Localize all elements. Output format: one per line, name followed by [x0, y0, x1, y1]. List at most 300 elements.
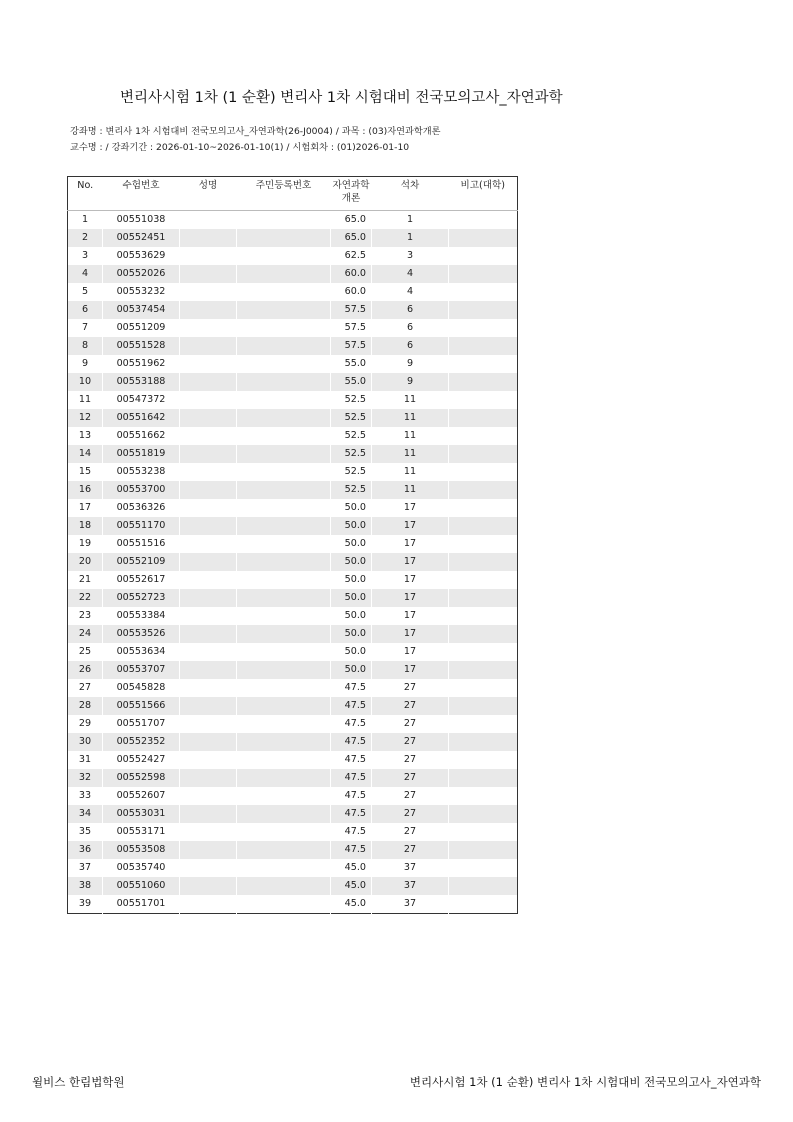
- cell-note: [449, 589, 518, 607]
- cell-note: [449, 769, 518, 787]
- col-header-subject-line2: 개론: [341, 193, 361, 204]
- table-row: [68, 787, 518, 805]
- cell-no: 32: [68, 769, 103, 787]
- cell-note: [449, 337, 518, 355]
- table-row: [68, 643, 518, 661]
- cell-no: 24: [68, 625, 103, 643]
- cell-score: 57.5: [331, 319, 372, 337]
- cell-score: 50.0: [331, 535, 372, 553]
- cell-exam-no: 00553031: [103, 805, 180, 823]
- cell-exam-no: 00552451: [103, 229, 180, 247]
- cell-note: [449, 265, 518, 283]
- cell-resident-no: [237, 211, 331, 230]
- cell-rank: 11: [372, 391, 449, 409]
- cell-score: 45.0: [331, 877, 372, 895]
- cell-resident-no: [237, 787, 331, 805]
- cell-name: [180, 895, 237, 914]
- cell-exam-no: 00552607: [103, 787, 180, 805]
- cell-exam-no: 00551662: [103, 427, 180, 445]
- cell-exam-no: 00551707: [103, 715, 180, 733]
- cell-exam-no: 00535740: [103, 859, 180, 877]
- cell-name: [180, 481, 237, 499]
- cell-name: [180, 337, 237, 355]
- cell-name: [180, 301, 237, 319]
- cell-note: [449, 211, 518, 230]
- cell-name: [180, 787, 237, 805]
- cell-rank: 1: [372, 229, 449, 247]
- cell-note: [449, 643, 518, 661]
- cell-rank: 17: [372, 499, 449, 517]
- cell-no: 35: [78, 826, 92, 837]
- cell-no: 26: [68, 661, 103, 679]
- cell-resident-no: [237, 427, 331, 445]
- cell-score: 52.5: [331, 391, 372, 409]
- cell-resident-no: [237, 697, 331, 715]
- cell-note: [449, 445, 518, 463]
- cell-exam-no: 00551642: [103, 409, 180, 427]
- cell-no: 22: [68, 589, 103, 607]
- cell-name: [180, 607, 237, 625]
- cell-resident-no: [237, 625, 331, 643]
- table-row: [68, 661, 518, 679]
- cell-no: 34: [68, 805, 103, 823]
- cell-name: [180, 517, 237, 535]
- cell-no: 37: [78, 862, 92, 873]
- cell-score: 47.5: [331, 679, 372, 697]
- cell-no: 16: [68, 481, 103, 499]
- cell-no: 30: [68, 733, 103, 751]
- table-row: [68, 895, 518, 914]
- table-row: [68, 247, 518, 265]
- cell-rank: 37: [372, 859, 449, 877]
- cell-resident-no: [237, 337, 331, 355]
- cell-rank: 9: [372, 373, 449, 391]
- cell-no: 18: [68, 517, 103, 535]
- cell-name: [180, 247, 237, 265]
- cell-score: 57.5: [331, 301, 372, 319]
- cell-resident-no: [237, 877, 331, 895]
- cell-score: 50.0: [331, 553, 372, 571]
- cell-resident-no: [237, 517, 331, 535]
- cell-note: [449, 859, 518, 877]
- cell-no: 33: [78, 790, 92, 801]
- cell-resident-no: [237, 319, 331, 337]
- cell-note: [449, 877, 518, 895]
- cell-score: 55.0: [331, 373, 372, 391]
- cell-rank: 27: [372, 823, 449, 841]
- cell-score: 50.0: [331, 607, 372, 625]
- cell-name: [180, 283, 237, 301]
- cell-score: 50.0: [331, 643, 372, 661]
- cell-name: [180, 661, 237, 679]
- table-row: [68, 535, 518, 553]
- cell-resident-no: [237, 409, 331, 427]
- cell-no: 21: [78, 574, 92, 585]
- cell-no: 39: [78, 898, 92, 909]
- cell-rank: 27: [372, 697, 449, 715]
- cell-rank: 6: [372, 319, 449, 337]
- cell-score: 52.5: [331, 445, 372, 463]
- cell-name: [180, 265, 237, 283]
- cell-rank: 17: [372, 643, 449, 661]
- table-row: [68, 859, 518, 877]
- cell-rank: 27: [372, 769, 449, 787]
- table-row: [68, 589, 518, 607]
- cell-note: [449, 319, 518, 337]
- cell-no: 38: [68, 877, 103, 895]
- cell-resident-no: [237, 823, 331, 841]
- cell-exam-no: 00545828: [103, 679, 180, 697]
- cell-name: [180, 229, 237, 247]
- cell-exam-no: 00552427: [103, 751, 180, 769]
- cell-rank: 4: [372, 283, 449, 301]
- cell-exam-no: 00551209: [103, 319, 180, 337]
- col-header-subject-line1: 자연과학: [332, 180, 370, 191]
- cell-note: [449, 355, 518, 373]
- cell-note: [449, 517, 518, 535]
- cell-no: 5: [81, 286, 89, 297]
- cell-resident-no: [237, 463, 331, 481]
- cell-no: 13: [78, 430, 92, 441]
- cell-score: 50.0: [331, 661, 372, 679]
- cell-no: 4: [68, 265, 103, 283]
- cell-score: 47.5: [331, 787, 372, 805]
- cell-score: 60.0: [331, 283, 372, 301]
- cell-resident-no: [237, 589, 331, 607]
- cell-exam-no: 00551566: [103, 697, 180, 715]
- table-row: [68, 265, 518, 283]
- cell-score: 50.0: [331, 571, 372, 589]
- table-row: [68, 679, 518, 697]
- cell-note: [449, 427, 518, 445]
- cell-exam-no: 00553700: [103, 481, 180, 499]
- cell-no: 6: [68, 301, 103, 319]
- cell-exam-no: 00552617: [103, 571, 180, 589]
- cell-name: [180, 679, 237, 697]
- cell-name: [180, 553, 237, 571]
- cell-score: 65.0: [331, 211, 372, 230]
- table-row: [68, 409, 518, 427]
- cell-note: [449, 301, 518, 319]
- cell-name: [180, 841, 237, 859]
- cell-rank: 9: [372, 355, 449, 373]
- cell-score: 47.5: [331, 841, 372, 859]
- cell-score: 52.5: [331, 463, 372, 481]
- col-header-note: 비고(대학): [449, 177, 518, 211]
- cell-no: 1: [81, 214, 89, 225]
- footer-exam-title: 변리사시험 1차 (1 순환) 변리사 1차 시험대비 전국모의고사_자연과학: [409, 1075, 761, 1089]
- cell-note: [449, 535, 518, 553]
- cell-score: 55.0: [331, 355, 372, 373]
- cell-rank: 11: [372, 481, 449, 499]
- col-header-no: No.: [68, 177, 103, 211]
- cell-no: 23: [78, 610, 92, 621]
- table-row: [68, 733, 518, 751]
- cell-no: 10: [68, 373, 103, 391]
- cell-name: [180, 499, 237, 517]
- cell-resident-no: [237, 391, 331, 409]
- cell-note: [449, 625, 518, 643]
- cell-name: [180, 445, 237, 463]
- table-row: [68, 301, 518, 319]
- table-body: [68, 211, 518, 914]
- table-row: [68, 391, 518, 409]
- cell-rank: 17: [372, 661, 449, 679]
- cell-resident-no: [237, 445, 331, 463]
- cell-name: [180, 769, 237, 787]
- footer-academy-name: 윌비스 한림법학원: [32, 1075, 125, 1089]
- table-row: [68, 715, 518, 733]
- cell-resident-no: [237, 247, 331, 265]
- cell-resident-no: [237, 895, 331, 914]
- table-row: [68, 553, 518, 571]
- cell-resident-no: [237, 859, 331, 877]
- cell-score: 57.5: [331, 337, 372, 355]
- cell-rank: 17: [372, 535, 449, 553]
- table-header-row: [68, 177, 518, 211]
- table-row: [68, 751, 518, 769]
- cell-exam-no: 00551516: [103, 535, 180, 553]
- cell-score: 47.5: [331, 715, 372, 733]
- cell-resident-no: [237, 283, 331, 301]
- cell-exam-no: 00551038: [103, 211, 180, 230]
- table-row: [68, 319, 518, 337]
- cell-rank: 17: [372, 517, 449, 535]
- table-row: [68, 625, 518, 643]
- cell-score: 47.5: [331, 751, 372, 769]
- cell-rank: 11: [372, 409, 449, 427]
- cell-exam-no: 00547372: [103, 391, 180, 409]
- cell-resident-no: [237, 553, 331, 571]
- cell-score: 47.5: [331, 733, 372, 751]
- cell-exam-no: 00553384: [103, 607, 180, 625]
- cell-name: [180, 535, 237, 553]
- cell-resident-no: [237, 805, 331, 823]
- table-row: [68, 337, 518, 355]
- cell-note: [449, 895, 518, 914]
- cell-rank: 27: [372, 805, 449, 823]
- table-row: [68, 229, 518, 247]
- cell-name: [180, 715, 237, 733]
- cell-score: 47.5: [331, 769, 372, 787]
- cell-exam-no: 00551170: [103, 517, 180, 535]
- cell-resident-no: [237, 265, 331, 283]
- cell-exam-no: 00553232: [103, 283, 180, 301]
- cell-note: [449, 751, 518, 769]
- cell-rank: 1: [372, 211, 449, 230]
- table-row: [68, 517, 518, 535]
- cell-resident-no: [237, 301, 331, 319]
- cell-rank: 37: [372, 877, 449, 895]
- cell-rank: 27: [372, 715, 449, 733]
- cell-name: [180, 589, 237, 607]
- cell-rank: 17: [372, 589, 449, 607]
- cell-name: [180, 319, 237, 337]
- table-row: [68, 769, 518, 787]
- table-row: [68, 877, 518, 895]
- cell-score: 45.0: [331, 895, 372, 914]
- cell-score: 52.5: [331, 409, 372, 427]
- cell-name: [180, 805, 237, 823]
- cell-name: [180, 859, 237, 877]
- cell-rank: 27: [372, 733, 449, 751]
- cell-note: [449, 373, 518, 391]
- cell-exam-no: 00552026: [103, 265, 180, 283]
- cell-rank: 37: [372, 895, 449, 914]
- col-header-subject: [331, 177, 372, 211]
- table-row: [68, 445, 518, 463]
- table-row: [68, 373, 518, 391]
- cell-note: [449, 571, 518, 589]
- cell-note: [449, 823, 518, 841]
- cell-no: 31: [78, 754, 92, 765]
- cell-no: 25: [78, 646, 92, 657]
- cell-note: [449, 463, 518, 481]
- cell-exam-no: 00551819: [103, 445, 180, 463]
- cell-note: [449, 661, 518, 679]
- cell-name: [180, 643, 237, 661]
- cell-rank: 4: [372, 265, 449, 283]
- cell-note: [449, 607, 518, 625]
- cell-name: [180, 751, 237, 769]
- table-row: [68, 427, 518, 445]
- cell-rank: 17: [372, 607, 449, 625]
- cell-resident-no: [237, 769, 331, 787]
- cell-name: [180, 625, 237, 643]
- cell-resident-no: [237, 751, 331, 769]
- cell-name: [180, 427, 237, 445]
- cell-resident-no: [237, 355, 331, 373]
- cell-exam-no: 00552598: [103, 769, 180, 787]
- cell-resident-no: [237, 643, 331, 661]
- col-header-rank: 석차: [372, 177, 449, 211]
- cell-score: 52.5: [331, 481, 372, 499]
- cell-name: [180, 355, 237, 373]
- cell-score: 50.0: [331, 499, 372, 517]
- cell-no: 27: [78, 682, 92, 693]
- cell-note: [449, 481, 518, 499]
- exam-info-line: 교수명 : / 강좌기간 : 2026-01-10~2026-01-10(1) / 시험회차 : (01)2026-01-10: [70, 142, 410, 153]
- cell-resident-no: [237, 661, 331, 679]
- cell-no: 11: [78, 394, 92, 405]
- cell-score: 47.5: [331, 823, 372, 841]
- cell-exam-no: 00551060: [103, 877, 180, 895]
- cell-rank: 27: [372, 751, 449, 769]
- cell-score: 60.0: [331, 265, 372, 283]
- cell-name: [180, 373, 237, 391]
- cell-note: [449, 787, 518, 805]
- cell-no: 36: [68, 841, 103, 859]
- table-row: [68, 211, 518, 230]
- cell-resident-no: [237, 571, 331, 589]
- cell-rank: 17: [372, 571, 449, 589]
- table-row: [68, 607, 518, 625]
- cell-note: [449, 715, 518, 733]
- cell-note: [449, 409, 518, 427]
- cell-exam-no: 00553188: [103, 373, 180, 391]
- table-row: [68, 697, 518, 715]
- cell-rank: 3: [372, 247, 449, 265]
- cell-exam-no: 00553238: [103, 463, 180, 481]
- cell-no: 29: [78, 718, 92, 729]
- cell-no: 14: [68, 445, 103, 463]
- cell-exam-no: 00552723: [103, 589, 180, 607]
- cell-rank: 27: [372, 787, 449, 805]
- cell-resident-no: [237, 679, 331, 697]
- cell-no: 20: [68, 553, 103, 571]
- table-row: [68, 283, 518, 301]
- cell-no: 28: [68, 697, 103, 715]
- cell-no: 19: [78, 538, 92, 549]
- cell-rank: 11: [372, 427, 449, 445]
- page-title: 변리사시험 1차 (1 순환) 변리사 1차 시험대비 전국모의고사_자연과학: [120, 90, 563, 106]
- cell-name: [180, 571, 237, 589]
- cell-rank: 11: [372, 463, 449, 481]
- cell-rank: 6: [372, 337, 449, 355]
- cell-name: [180, 823, 237, 841]
- cell-name: [180, 391, 237, 409]
- score-table: [67, 176, 518, 914]
- cell-rank: 27: [372, 679, 449, 697]
- cell-resident-no: [237, 535, 331, 553]
- cell-exam-no: 00553707: [103, 661, 180, 679]
- cell-name: [180, 409, 237, 427]
- course-info-line: 강좌명 : 변리사 1차 시험대비 전국모의고사_자연과학(26-J0004) / 과목 : (03)자연과학개론: [70, 126, 441, 137]
- cell-note: [449, 553, 518, 571]
- table-row: [68, 841, 518, 859]
- table-row: [68, 571, 518, 589]
- cell-note: [449, 229, 518, 247]
- cell-name: [180, 463, 237, 481]
- cell-no: 8: [68, 337, 103, 355]
- cell-no: 12: [68, 409, 103, 427]
- cell-exam-no: 00553171: [103, 823, 180, 841]
- cell-name: [180, 211, 237, 230]
- cell-resident-no: [237, 841, 331, 859]
- col-header-exam-no: 수험번호: [103, 177, 180, 211]
- cell-note: [449, 499, 518, 517]
- cell-note: [449, 733, 518, 751]
- cell-name: [180, 877, 237, 895]
- cell-rank: 17: [372, 553, 449, 571]
- cell-exam-no: 00553526: [103, 625, 180, 643]
- cell-exam-no: 00553629: [103, 247, 180, 265]
- cell-score: 65.0: [331, 229, 372, 247]
- table-row: [68, 499, 518, 517]
- cell-no: 7: [81, 322, 89, 333]
- cell-note: [449, 697, 518, 715]
- cell-resident-no: [237, 229, 331, 247]
- col-header-name: 성명: [180, 177, 237, 211]
- cell-rank: 6: [372, 301, 449, 319]
- table-row: [68, 355, 518, 373]
- cell-no: 15: [78, 466, 92, 477]
- cell-score: 50.0: [331, 625, 372, 643]
- cell-exam-no: 00537454: [103, 301, 180, 319]
- cell-exam-no: 00536326: [103, 499, 180, 517]
- cell-rank: 11: [372, 445, 449, 463]
- cell-rank: 27: [372, 841, 449, 859]
- cell-resident-no: [237, 607, 331, 625]
- cell-exam-no: 00553508: [103, 841, 180, 859]
- cell-exam-no: 00552109: [103, 553, 180, 571]
- cell-name: [180, 697, 237, 715]
- cell-score: 62.5: [331, 247, 372, 265]
- cell-resident-no: [237, 715, 331, 733]
- cell-no: 3: [81, 250, 89, 261]
- col-header-resident-no: 주민등록번호: [237, 177, 331, 211]
- cell-resident-no: [237, 733, 331, 751]
